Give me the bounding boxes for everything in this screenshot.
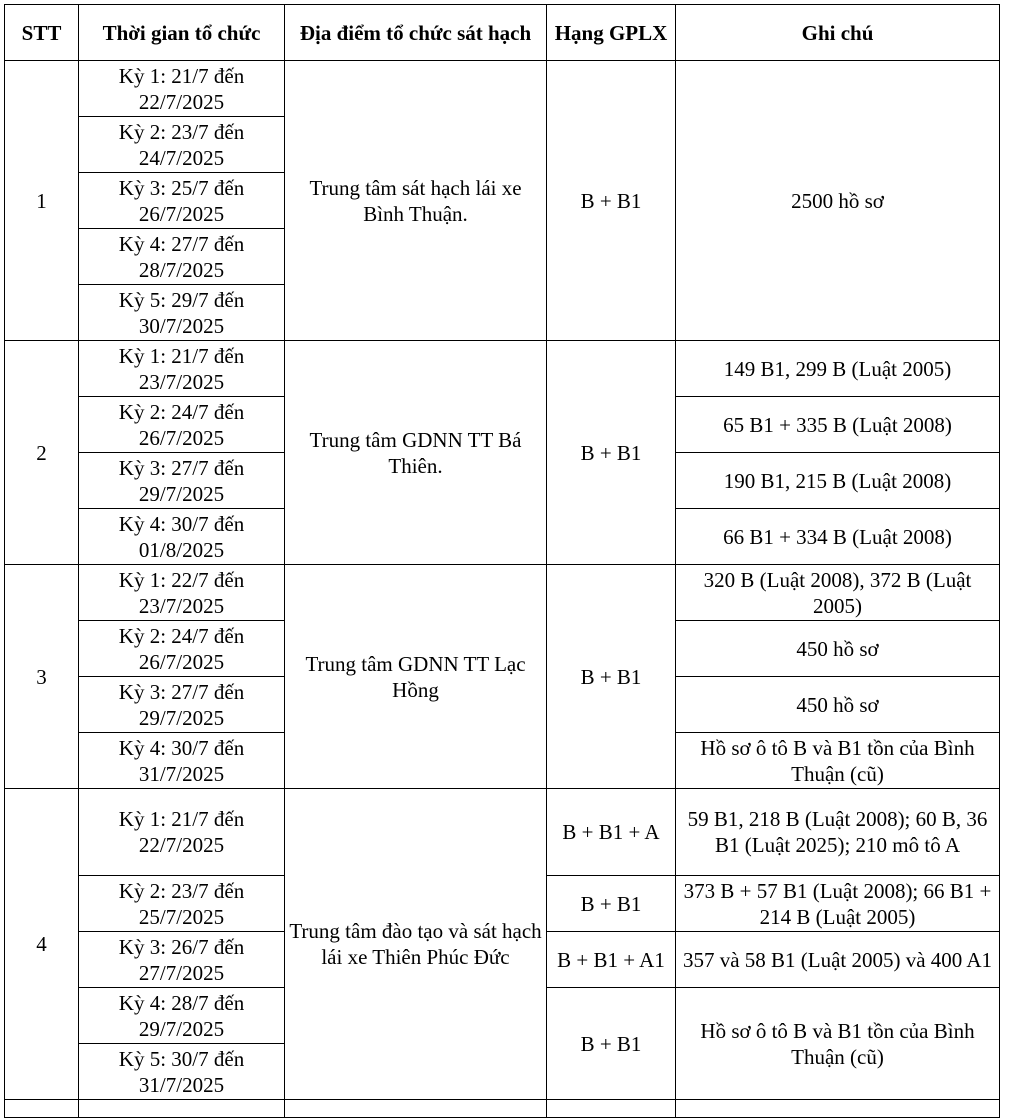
- place-cell: Trung tâm sát hạch lái xe Bình Thuận.: [285, 61, 547, 341]
- class-cell: B + B1: [547, 565, 676, 789]
- session-cell: Kỳ 3: 26/7 đến 27/7/2025: [79, 932, 285, 988]
- table-row: [5, 789, 1000, 876]
- stt-cell: 4: [5, 789, 79, 1100]
- table-row: [5, 341, 1000, 397]
- header-place: Địa điểm tổ chức sát hạch: [285, 5, 547, 61]
- session-cell: Kỳ 2: 24/7 đến 26/7/2025: [79, 621, 285, 677]
- header-note: Ghi chú: [676, 5, 1000, 61]
- header-time: Thời gian tổ chức: [79, 5, 285, 61]
- table-row-partial: [5, 1100, 1000, 1118]
- note-cell: 65 B1 + 335 B (Luật 2008): [676, 397, 1000, 453]
- session-cell: Kỳ 4: 30/7 đến 01/8/2025: [79, 509, 285, 565]
- header-row: [5, 5, 1000, 61]
- class-cell: B + B1: [547, 876, 676, 932]
- note-cell: 190 B1, 215 B (Luật 2008): [676, 453, 1000, 509]
- class-cell: B + B1 + A: [547, 789, 676, 876]
- session-cell: Kỳ 3: 27/7 đến 29/7/2025: [79, 453, 285, 509]
- class-cell: B + B1 + A1: [547, 932, 676, 988]
- stt-cell: 1: [5, 61, 79, 341]
- session-cell: Kỳ 1: 21/7 đến 22/7/2025: [79, 61, 285, 117]
- session-cell: Kỳ 2: 23/7 đến 24/7/2025: [79, 117, 285, 173]
- class-cell: B + B1: [547, 988, 676, 1100]
- place-cell: Trung tâm đào tạo và sát hạch lái xe Thiên Phúc Đức: [285, 789, 547, 1100]
- table-row: [5, 61, 1000, 117]
- header-stt: STT: [5, 5, 79, 61]
- note-cell: 450 hồ sơ: [676, 677, 1000, 733]
- session-cell: Kỳ 1: 21/7 đến 23/7/2025: [79, 341, 285, 397]
- class-cell: B + B1: [547, 61, 676, 341]
- session-cell: Kỳ 1: 21/7 đến 22/7/2025: [79, 789, 285, 876]
- session-cell: Kỳ 2: 24/7 đến 26/7/2025: [79, 397, 285, 453]
- session-cell: Kỳ 4: 28/7 đến 29/7/2025: [79, 988, 285, 1044]
- note-cell: Hồ sơ ô tô B và B1 tồn của Bình Thuận (cũ): [676, 733, 1000, 789]
- note-cell: 2500 hồ sơ: [676, 61, 1000, 341]
- place-cell: Trung tâm GDNN TT Lạc Hồng: [285, 565, 547, 789]
- session-cell: Kỳ 5: 29/7 đến 30/7/2025: [79, 285, 285, 341]
- note-cell: Hồ sơ ô tô B và B1 tồn của Bình Thuận (cũ): [676, 988, 1000, 1100]
- header-class: Hạng GPLX: [547, 5, 676, 61]
- note-cell: 373 B + 57 B1 (Luật 2008); 66 B1 + 214 B (Luật 2005): [676, 876, 1000, 932]
- note-cell: 320 B (Luật 2008), 372 B (Luật 2005): [676, 565, 1000, 621]
- place-cell: Trung tâm GDNN TT Bá Thiên.: [285, 341, 547, 565]
- class-cell: B + B1: [547, 341, 676, 565]
- session-cell: Kỳ 2: 23/7 đến 25/7/2025: [79, 876, 285, 932]
- note-cell: 357 và 58 B1 (Luật 2005) và 400 A1: [676, 932, 1000, 988]
- session-cell: Kỳ 5: 30/7 đến 31/7/2025: [79, 1044, 285, 1100]
- note-cell: 66 B1 + 334 B (Luật 2008): [676, 509, 1000, 565]
- session-cell: Kỳ 4: 30/7 đến 31/7/2025: [79, 733, 285, 789]
- session-cell: Kỳ 3: 27/7 đến 29/7/2025: [79, 677, 285, 733]
- session-cell: Kỳ 3: 25/7 đến 26/7/2025: [79, 173, 285, 229]
- note-cell: 149 B1, 299 B (Luật 2005): [676, 341, 1000, 397]
- stt-cell: 3: [5, 565, 79, 789]
- session-cell: Kỳ 1: 22/7 đến 23/7/2025: [79, 565, 285, 621]
- stt-cell: 2: [5, 341, 79, 565]
- note-cell: 450 hồ sơ: [676, 621, 1000, 677]
- note-cell: 59 B1, 218 B (Luật 2008); 60 B, 36 B1 (Luật 2025); 210 mô tô A: [676, 789, 1000, 876]
- table-row: [5, 565, 1000, 621]
- exam-schedule-table: [4, 4, 1000, 1118]
- session-cell: Kỳ 4: 27/7 đến 28/7/2025: [79, 229, 285, 285]
